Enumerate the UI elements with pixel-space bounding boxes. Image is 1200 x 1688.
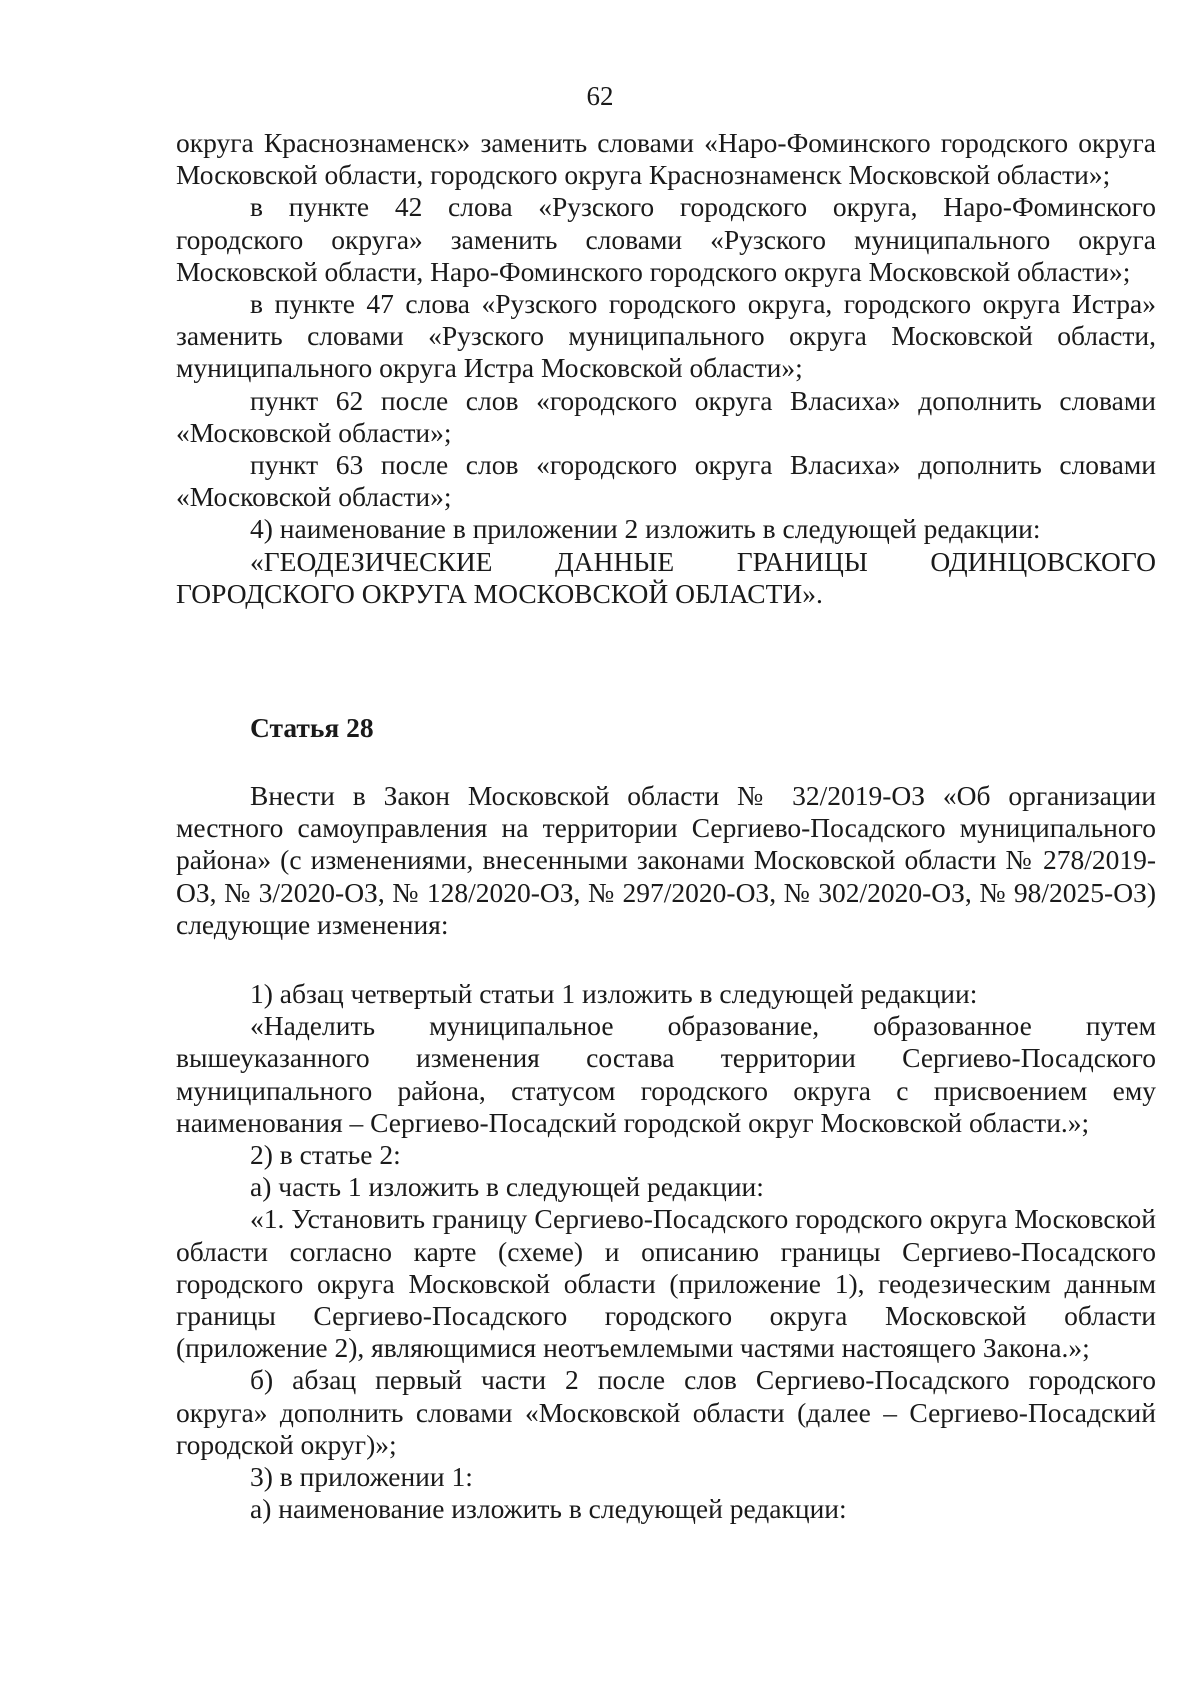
paragraph: «Наделить муниципальное образование, образованное путем вышеуказанного изменения состава территории Сергиево-Посадского муниципального района, статусом городского округа с присвоением ему наименования – Сергиево-Посадский городской округ Московской области.»; <box>176 1010 1156 1138</box>
article-intro-block <box>176 780 1156 941</box>
article-title: Статья 28 <box>250 712 374 743</box>
amendments-block-top <box>176 127 1156 610</box>
paragraph: в пункте 47 слова «Рузского городского округа, городского округа Истра» заменить словами «Рузского муниципального округа Московской области, муниципального округа Истра Московской области»; <box>176 288 1156 384</box>
paragraph: 3) в приложении 1: <box>250 1461 473 1493</box>
paragraph: пункт 63 после слов «городского округа Власиха» дополнить словами «Московской области»; <box>176 449 1156 513</box>
amendments-block-bottom <box>176 978 1156 1525</box>
paragraph: в пункте 42 слова «Рузского городского округа, Наро-Фоминского городского округа» заменить словами «Рузского муниципального округа Московской области, Наро-Фоминского городского округа Московской области»; <box>176 191 1156 287</box>
paragraph: пункт 62 после слов «городского округа Власиха» дополнить словами «Московской области»; <box>176 384 1156 448</box>
paragraph: 4) наименование в приложении 2 изложить в следующей редакции: <box>250 513 1041 545</box>
paragraph: 2) в статье 2: <box>250 1139 401 1171</box>
paragraph: округа Краснознаменск» заменить словами «Наро-Фоминского городского округа Московской области, городского округа Краснознаменск Московской области»; <box>176 127 1156 191</box>
appendix-title-quote: «ГЕОДЕЗИЧЕСКИЕ ДАННЫЕ ГРАНИЦЫ ОДИНЦОВСКОГО ГОРОДСКОГО ОКРУГА МОСКОВСКОЙ ОБЛАСТИ». <box>176 545 1156 609</box>
paragraph: «1. Установить границу Сергиево-Посадского городского округа Московской области согласно карте (схеме) и описанию границы Сергиево-Посадского городского округа Московской области (приложение 1), геодезическим данным границы Сергиево-Посадского городского округа Московской области (приложение 2), являющимися неотъемлемыми частями настоящего Закона.»; <box>176 1203 1156 1364</box>
paragraph: а) наименование изложить в следующей редакции: <box>250 1493 847 1525</box>
paragraph: а) часть 1 изложить в следующей редакции: <box>250 1171 764 1203</box>
paragraph: б) абзац первый части 2 после слов Сергиево-Посадского городского округа» дополнить словами «Московской области (далее – Сергиево-Посадский городской округ)»; <box>176 1364 1156 1460</box>
paragraph: 1) абзац четвертый статьи 1 изложить в следующей редакции: <box>250 978 978 1009</box>
article-intro: Внести в Закон Московской области № 32/2019-ОЗ «Об организации местного самоуправления на территории Сергиево-Посадского муниципального района» (с изменениями, внесенными законами Московской области № 278/2019-ОЗ, № 3/2020-ОЗ, № 128/2020-ОЗ, № 297/2020-ОЗ, № 302/2020-ОЗ, № 98/2025-ОЗ) следующие изменения: <box>176 780 1156 940</box>
page-number: 62 <box>586 81 614 111</box>
